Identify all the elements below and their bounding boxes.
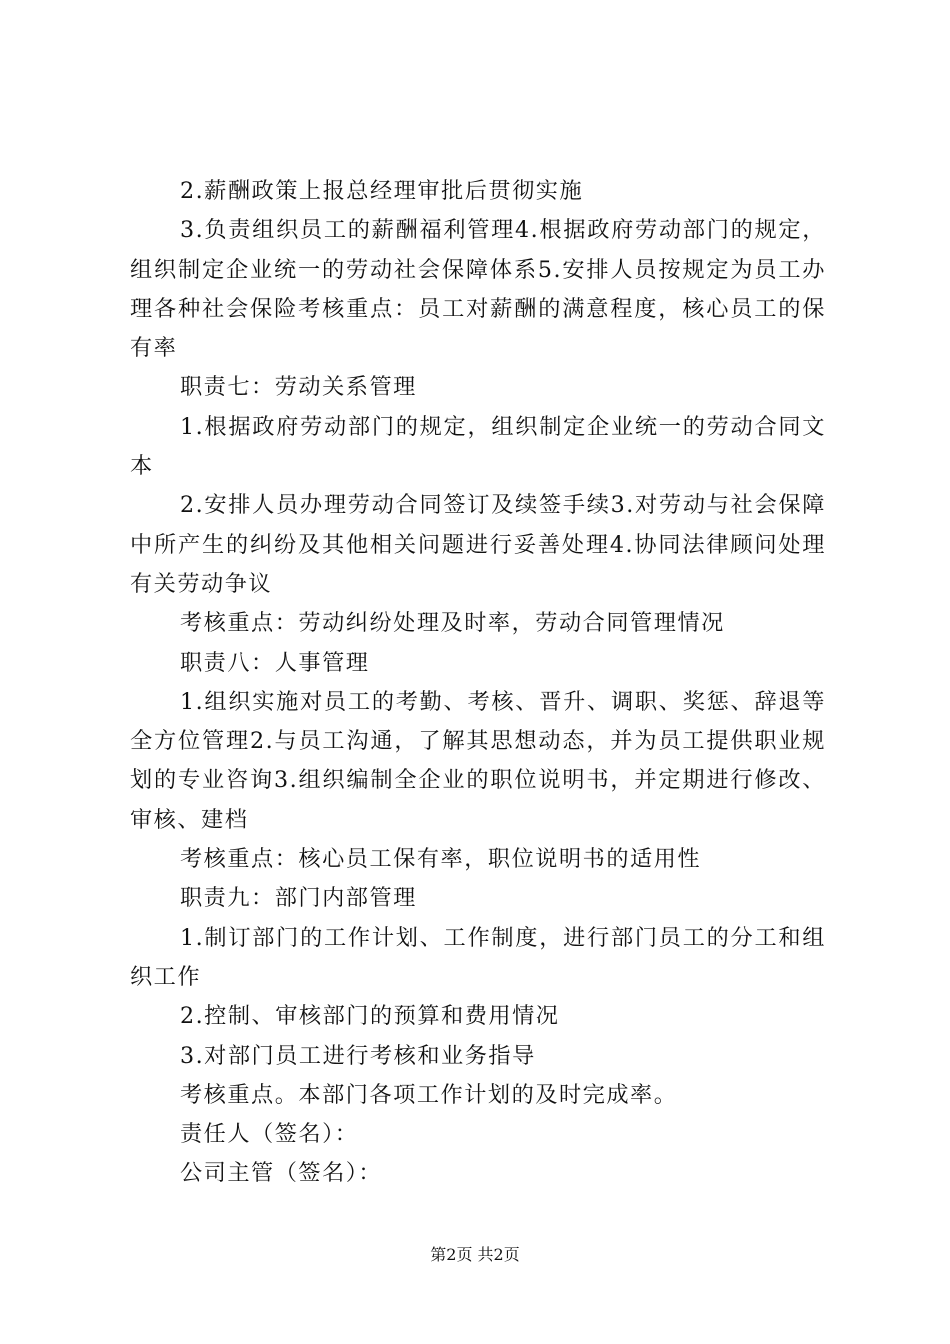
paragraph: 3.负责组织员工的薪酬福利管理4.根据政府劳动部门的规定，组织制定企业统一的劳动社会保障体系5.安排人员按规定为员工办理各种社会保险考核重点：员工对薪酬的满意程度，核心员工的保有率 <box>130 217 826 362</box>
paragraph: 2.薪酬政策上报总经理审批后贯彻实施 <box>180 178 584 204</box>
section-heading: 职责七：劳动关系管理 <box>180 374 417 401</box>
paragraph: 3.对部门员工进行考核和业务指导 <box>180 1042 536 1069</box>
signature-line-company-supervisor: 公司主管（签名）： <box>180 1160 383 1187</box>
signature-line-responsible-person: 责任人（签名）： <box>180 1121 359 1148</box>
section-heading: 职责八：人事管理 <box>180 649 370 676</box>
section-heading: 职责九：部门内部管理 <box>180 885 417 912</box>
paragraph: 2.安排人员办理劳动合同签订及续签手续3.对劳动与社会保障中所产生的纠纷及其他相关问题进行妥善处理4.协同法律顾问处理有关劳动争议 <box>130 492 826 597</box>
paragraph: 2.控制、审核部门的预算和费用情况 <box>180 1003 560 1030</box>
paragraph: 1.根据政府劳动部门的规定，组织制定企业统一的劳动合同文本 <box>130 413 826 480</box>
document-body <box>130 172 826 1194</box>
assessment-note: 考核重点。本部门各项工作计划的及时完成率。 <box>180 1081 678 1108</box>
paragraph: 1.制订部门的工作计划、工作制度，进行部门员工的分工和组织工作 <box>130 924 826 990</box>
assessment-note: 考核重点：劳动纠纷处理及时率，劳动合同管理情况 <box>180 610 725 637</box>
page-footer: 第2页 共2页 <box>430 1245 520 1264</box>
assessment-note: 考核重点：核心员工保有率，职位说明书的适用性 <box>180 846 702 873</box>
paragraph: 1.组织实施对员工的考勤、考核、晋升、调职、奖惩、辞退等全方位管理2.与员工沟通，了解其思想动态，并为员工提供职业规划的专业咨询3.组织编制全企业的职位说明书，并定期进行修改、审核、建档 <box>130 688 826 833</box>
